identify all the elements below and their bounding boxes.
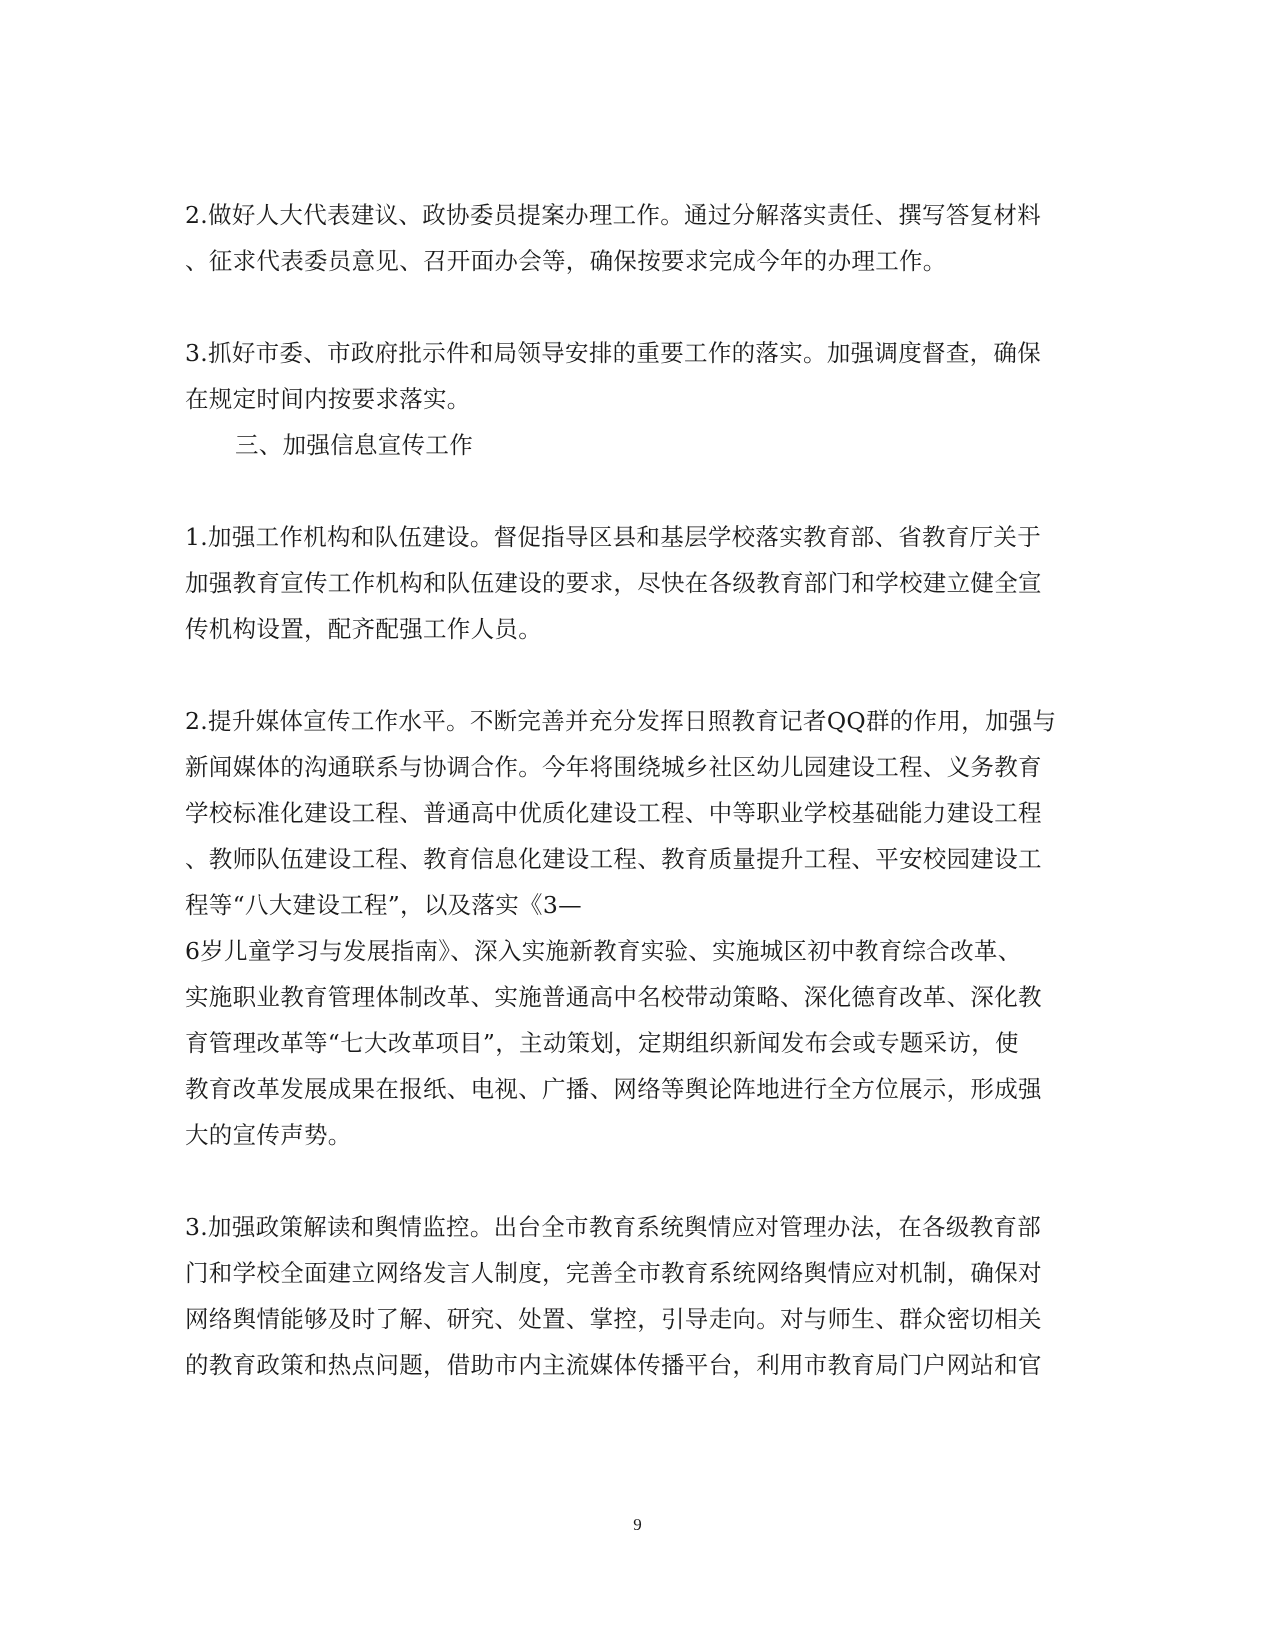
paragraph-1-line-1: 2.做好人大代表建议、政协委员提案办理工作。通过分解落实责任、撰写答复材料 — [185, 201, 1042, 229]
paragraph-4-line-6: 6岁儿童学习与发展指南》、深入实施新教育实验、实施城区初中教育综合改革、 — [185, 937, 1022, 965]
paragraph-2-line-2: 在规定时间内按要求落实。 — [185, 385, 471, 413]
paragraph-3-line-1: 1.加强工作机构和队伍建设。督促指导区县和基层学校落实教育部、省教育厅关于 — [185, 523, 1042, 551]
paragraph-5-line-1: 3.加强政策解读和舆情监控。出台全市教育系统舆情应对管理办法，在各级教育部 — [185, 1213, 1042, 1241]
paragraph-5-line-2: 门和学校全面建立网络发言人制度，完善全市教育系统网络舆情应对机制，确保对 — [185, 1259, 1042, 1287]
paragraph-5-line-4: 的教育政策和热点问题，借助市内主流媒体传播平台，利用市教育局门户网站和官 — [185, 1351, 1042, 1379]
paragraph-4-line-8: 育管理改革等“七大改革项目”，主动策划，定期组织新闻发布会或专题采访，使 — [185, 1029, 1019, 1057]
paragraph-4-line-10: 大的宣传声势。 — [185, 1121, 352, 1149]
paragraph-4-line-7: 实施职业教育管理体制改革、实施普通高中名校带动策略、深化德育改革、深化教 — [185, 983, 1042, 1011]
paragraph-4-line-2: 新闻媒体的沟通联系与协调合作。今年将围绕城乡社区幼儿园建设工程、义务教育 — [185, 753, 1042, 781]
paragraph-4-line-3: 学校标准化建设工程、普通高中优质化建设工程、中等职业学校基础能力建设工程 — [185, 799, 1042, 827]
paragraph-3-line-3: 传机构设置，配齐配强工作人员。 — [185, 615, 542, 643]
page-number: 9 — [633, 1515, 642, 1534]
paragraph-4-line-5: 程等“八大建设工程”，以及落实《3— — [185, 891, 582, 919]
paragraph-4-line-4: 、教师队伍建设工程、教育信息化建设工程、教育质量提升工程、平安校园建设工 — [185, 845, 1042, 873]
paragraph-2-line-1: 3.抓好市委、市政府批示件和局领导安排的重要工作的落实。加强调度督查，确保 — [185, 339, 1042, 367]
paragraph-1-line-2: 、征求代表委员意见、召开面办会等，确保按要求完成今年的办理工作。 — [185, 247, 947, 275]
paragraph-3-line-2: 加强教育宣传工作机构和队伍建设的要求，尽快在各级教育部门和学校建立健全宣 — [185, 569, 1042, 597]
paragraph-5-line-3: 网络舆情能够及时了解、研究、处置、掌控，引导走向。对与师生、群众密切相关 — [185, 1305, 1042, 1333]
paragraph-4-line-9: 教育改革发展成果在报纸、电视、广播、网络等舆论阵地进行全方位展示，形成强 — [185, 1075, 1042, 1103]
paragraph-4-line-1: 2.提升媒体宣传工作水平。不断完善并充分发挥日照教育记者QQ群的作用，加强与 — [185, 707, 1057, 735]
section-heading: 三、加强信息宣传工作 — [235, 431, 473, 459]
